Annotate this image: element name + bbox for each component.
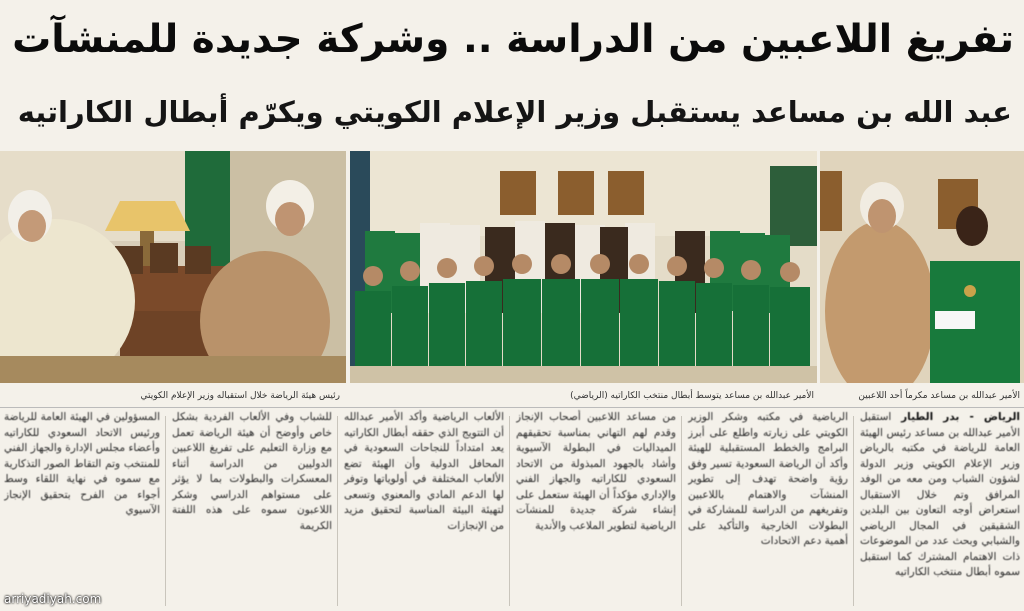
column-heading: الرياض - بدر الطيار xyxy=(901,411,1020,423)
column-divider xyxy=(509,416,510,606)
column-divider xyxy=(337,416,338,606)
column-text: الألعاب الرياضية وأكد الأمير عبدالله أن التتويج الذي حققه أبطال الكاراتيه يعد امتداداً للنجاحات السعودية في المحافل الدولية وأن الهيئة تضع الألعاب المختلفة في أولوياتها وتوفر لها الدعم المادي والمعنوي وتسعى لتهيئة البيئة المناسبة لتحقيق مزيد من الإنجازات xyxy=(344,411,504,532)
column-text: المسؤولين في الهيئة العامة للرياضة ورئيس الاتحاد السعودي للكاراتيه وأعضاء مجلس الإدارة والجهاز الفني للمنتخب وتم التقاط الصور التذكارية مع سموه في نهاية اللقاء وسط أجواء من الفرح بتحقيق الإنجاز الآسيوي xyxy=(4,411,160,516)
caption-middle: الأمير عبدالله بن مساعد يتوسط أبطال منتخب الكاراتيه (الرياضي) xyxy=(570,391,814,401)
column-text: من مساعد اللاعبين أصحاب الإنجاز وقدم لهم التهاني بمناسبة تحقيقهم الميداليات في البطولة الآسيوية وأشاد بالجهود المبذولة من الاتحاد السعودي للكاراتيه والجهاز الفني والإداري مؤكداً أن الهيئة ستعمل على إنشاء شركة جديدة للمنشآت الرياضية لتطوير الملاعب والأندية xyxy=(516,411,676,532)
article-body xyxy=(0,410,1024,611)
column-text: للشباب وفي الألعاب الفردية بشكل خاص وأوضح أن هيئة الرياضة تعمل مع وزارة التعليم على تفريغ اللاعبين الدوليين من الدراسة أثناء المعسكرات والبطولات بما لا يؤثر على مستواهم الدراسي وشكر اللاعبون سموه على هذه اللفتة الكريمة xyxy=(172,411,332,532)
headline: تفريغ اللاعبين من الدراسة .. وشركة جديدة للمنشآت xyxy=(12,17,1014,62)
column-divider xyxy=(681,416,682,606)
column-text: استقبل الأمير عبدالله بن مساعد رئيس الهيئة العامة للرياضة في مكتبه بالرياض وزير الإعلام الكويتي وزير الدولة لشؤون الشباب ومن معه من الوفد المرافق وتم خلال الاستقبال استعراض أوجه التعاون بين البلدين الشقيقين في المجال الرياضي والشبابي وبحث عدد من الموضوعات ذات الاهتمام المشترك كما استقبل سموه أبطال منتخب الكاراتيه xyxy=(860,411,1020,578)
site-watermark: arriyadiyah.com xyxy=(4,592,102,606)
caption-right: الأمير عبدالله بن مساعد مكرماً أحد اللاعبين xyxy=(858,391,1020,401)
article-column xyxy=(688,410,848,611)
photo-player-honoured xyxy=(820,151,1024,383)
photo-karate-team-group xyxy=(350,151,817,383)
caption-left: رئيس هيئة الرياضة خلال استقباله وزير الإعلام الكويتي xyxy=(140,391,340,401)
photo-minister-meeting xyxy=(0,151,346,383)
article-column xyxy=(172,410,332,611)
column-divider xyxy=(165,416,166,606)
divider-rule xyxy=(0,407,1024,408)
article-column xyxy=(860,410,1020,611)
article-column xyxy=(4,410,160,611)
column-divider xyxy=(853,416,854,606)
article-column xyxy=(344,410,504,611)
subheadline: عبد الله بن مساعد يستقبل وزير الإعلام الكويتي ويكرّم أبطال الكاراتيه xyxy=(17,95,1012,129)
column-text: الرياضية في مكتبه وشكر الوزير الكويتي على زيارته واطلع على أبرز البرامج والخطط المستقبلية للهيئة وأكد أن الرياضة السعودية تسير وفق رؤية واضحة تهدف إلى تطوير المنشآت والاهتمام باللاعبين وتفريغهم من الدراسة للمشاركة في البطولات الخارجية والتأكيد على أهمية دعم الاتحادات xyxy=(688,411,848,547)
article-column xyxy=(516,410,676,611)
